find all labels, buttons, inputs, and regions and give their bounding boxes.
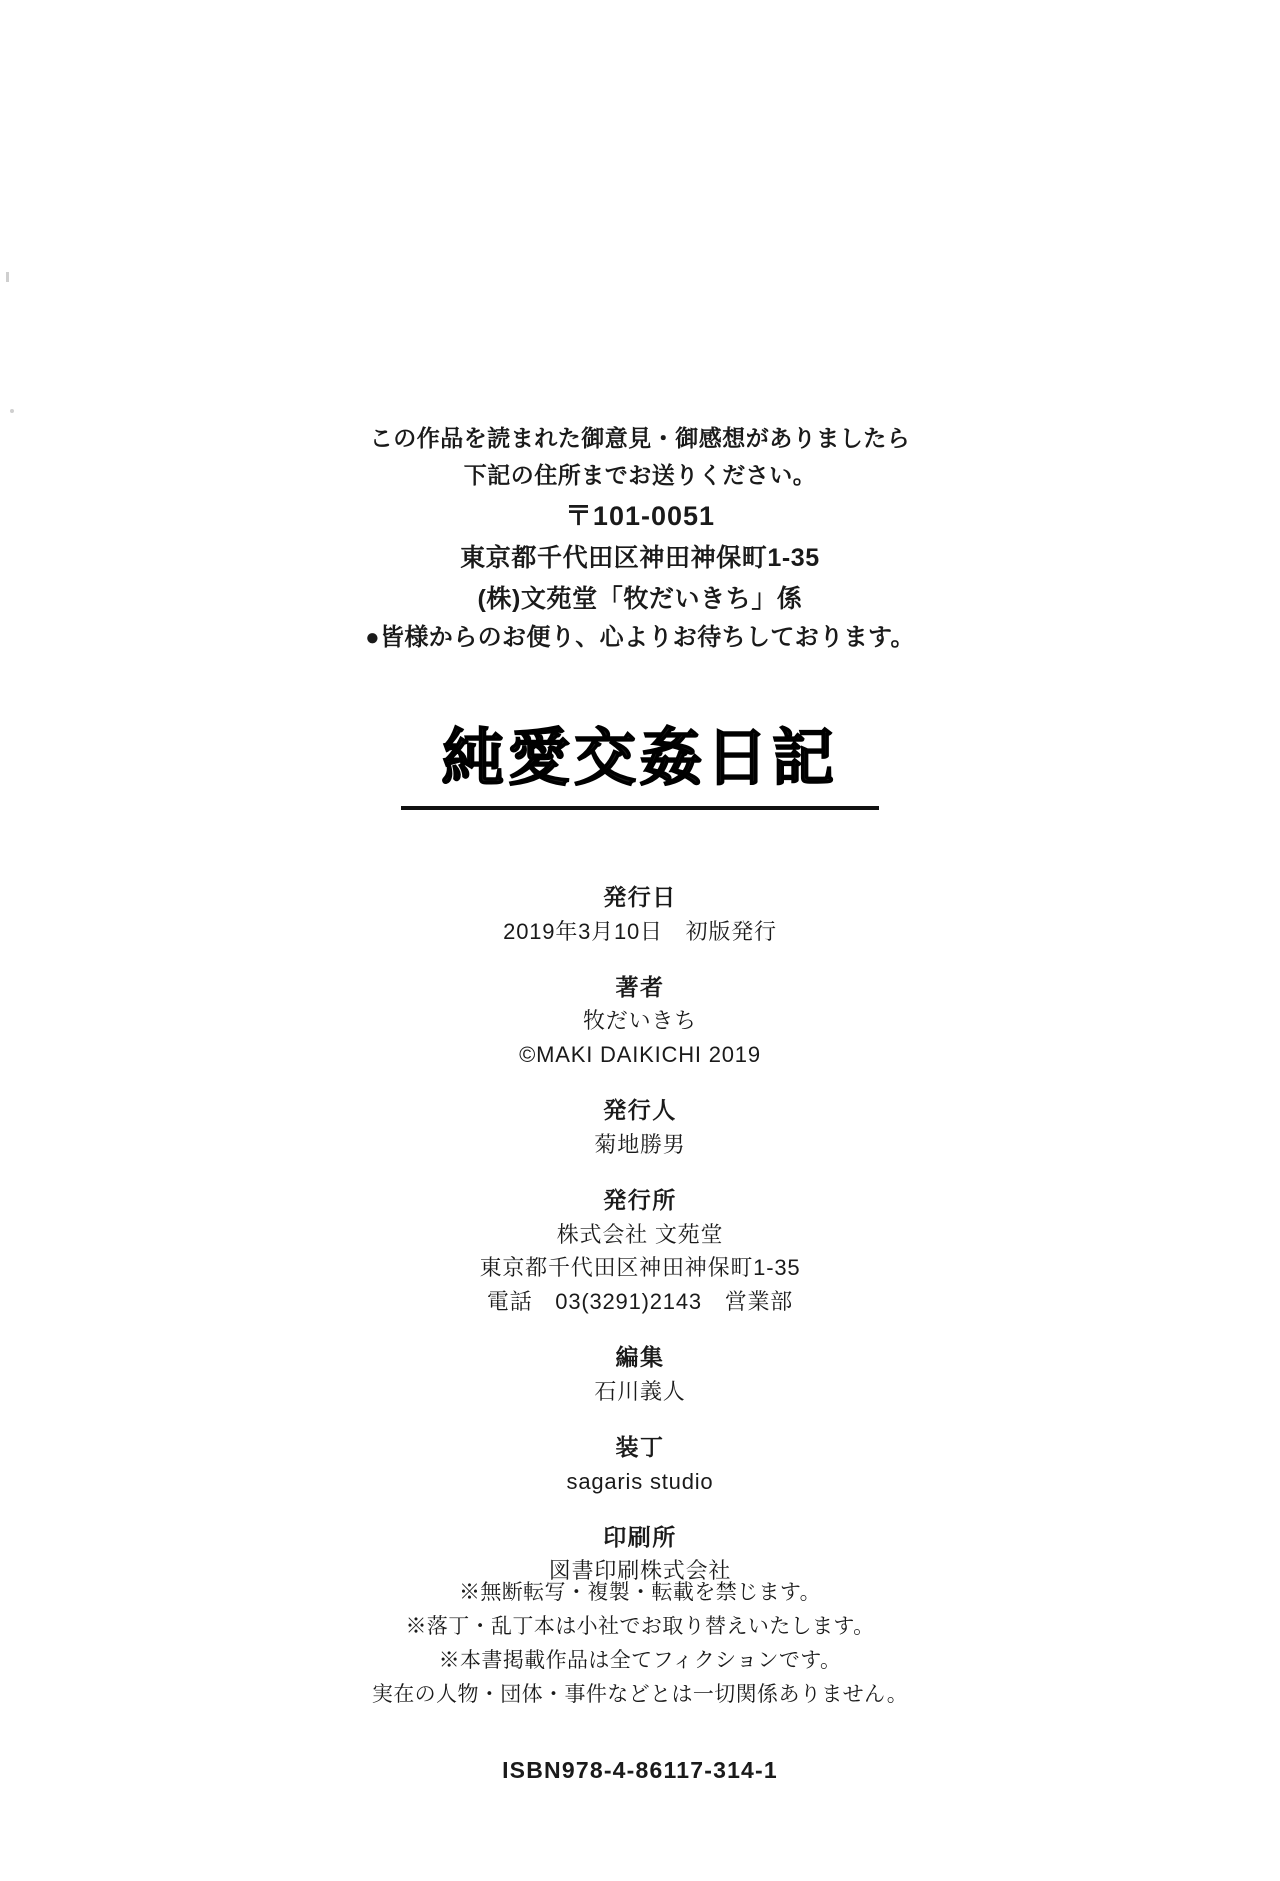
- colophon-label: 発行所: [603, 1187, 677, 1214]
- colophon-value: 東京都千代田区神田神保町1-35: [479, 1255, 801, 1281]
- colophon-entry: [0, 1340, 1280, 1408]
- colophon-label: 発行人: [603, 1097, 677, 1124]
- title-divider: [401, 806, 879, 810]
- colophon-value: 菊地勝男: [594, 1131, 686, 1157]
- colophon-value: 2019年3月10日 初版発行: [503, 918, 777, 944]
- feedback-note: ●皆様からのお便り、心よりお待ちしております。: [365, 624, 915, 652]
- feedback-line-2: 下記の住所までお送りください。: [463, 462, 817, 489]
- colophon-value: 牧だいきち: [582, 1008, 697, 1034]
- legal-notices: [0, 1576, 1280, 1712]
- colophon-value: 株式会社 文苑堂: [556, 1221, 724, 1247]
- feedback-line-1: この作品を読まれた御意見・御感想がありましたら: [369, 425, 911, 451]
- page-title: 純愛交姦日記: [441, 721, 838, 794]
- colophon-entry: [0, 1430, 1280, 1498]
- colophon-label: 編集: [615, 1344, 665, 1371]
- notice-line: 実在の人物・団体・事件などとは一切関係ありません。: [371, 1683, 909, 1707]
- colophon-value: 石川義人: [594, 1378, 686, 1404]
- publisher-department: (株)文苑堂「牧だいきち」係: [477, 584, 803, 613]
- colophon-entry: [0, 1183, 1280, 1318]
- notice-line: ※本書掲載作品は全てフィクションです。: [438, 1649, 842, 1673]
- colophon-label: 装丁: [615, 1434, 665, 1460]
- colophon-entry: [0, 970, 1280, 1071]
- postal-code: 〒101-0051: [564, 500, 716, 531]
- colophon-value: 図書印刷株式会社: [548, 1558, 732, 1584]
- isbn-number: ISBN978-4-86117-314-1: [502, 1757, 778, 1783]
- colophon-label: 著者: [615, 973, 665, 1000]
- title-area: [0, 721, 1280, 810]
- notice-line: ※無断転写・複製・転載を禁じます。: [458, 1581, 822, 1604]
- feedback-address-block: [0, 420, 1280, 658]
- colophon-label: 発行日: [603, 884, 677, 910]
- colophon-value: sagaris studio: [566, 1468, 714, 1494]
- colophon-list: [0, 880, 1280, 1610]
- colophon-entry: [0, 880, 1280, 948]
- scan-speck: [6, 272, 9, 282]
- mailing-address: 東京都千代田区神田神保町1-35: [460, 544, 820, 573]
- scan-speck: [10, 409, 14, 413]
- colophon-entry: [0, 1093, 1280, 1161]
- notice-line: ※落丁・乱丁本は小社でお取り替えいたします。: [405, 1615, 875, 1639]
- colophon-value: 電話 03(3291)2143 営業部: [486, 1288, 794, 1314]
- colophon-label: 印刷所: [603, 1523, 677, 1550]
- copyright-line: ©MAKI DAIKICHI 2019: [519, 1041, 761, 1067]
